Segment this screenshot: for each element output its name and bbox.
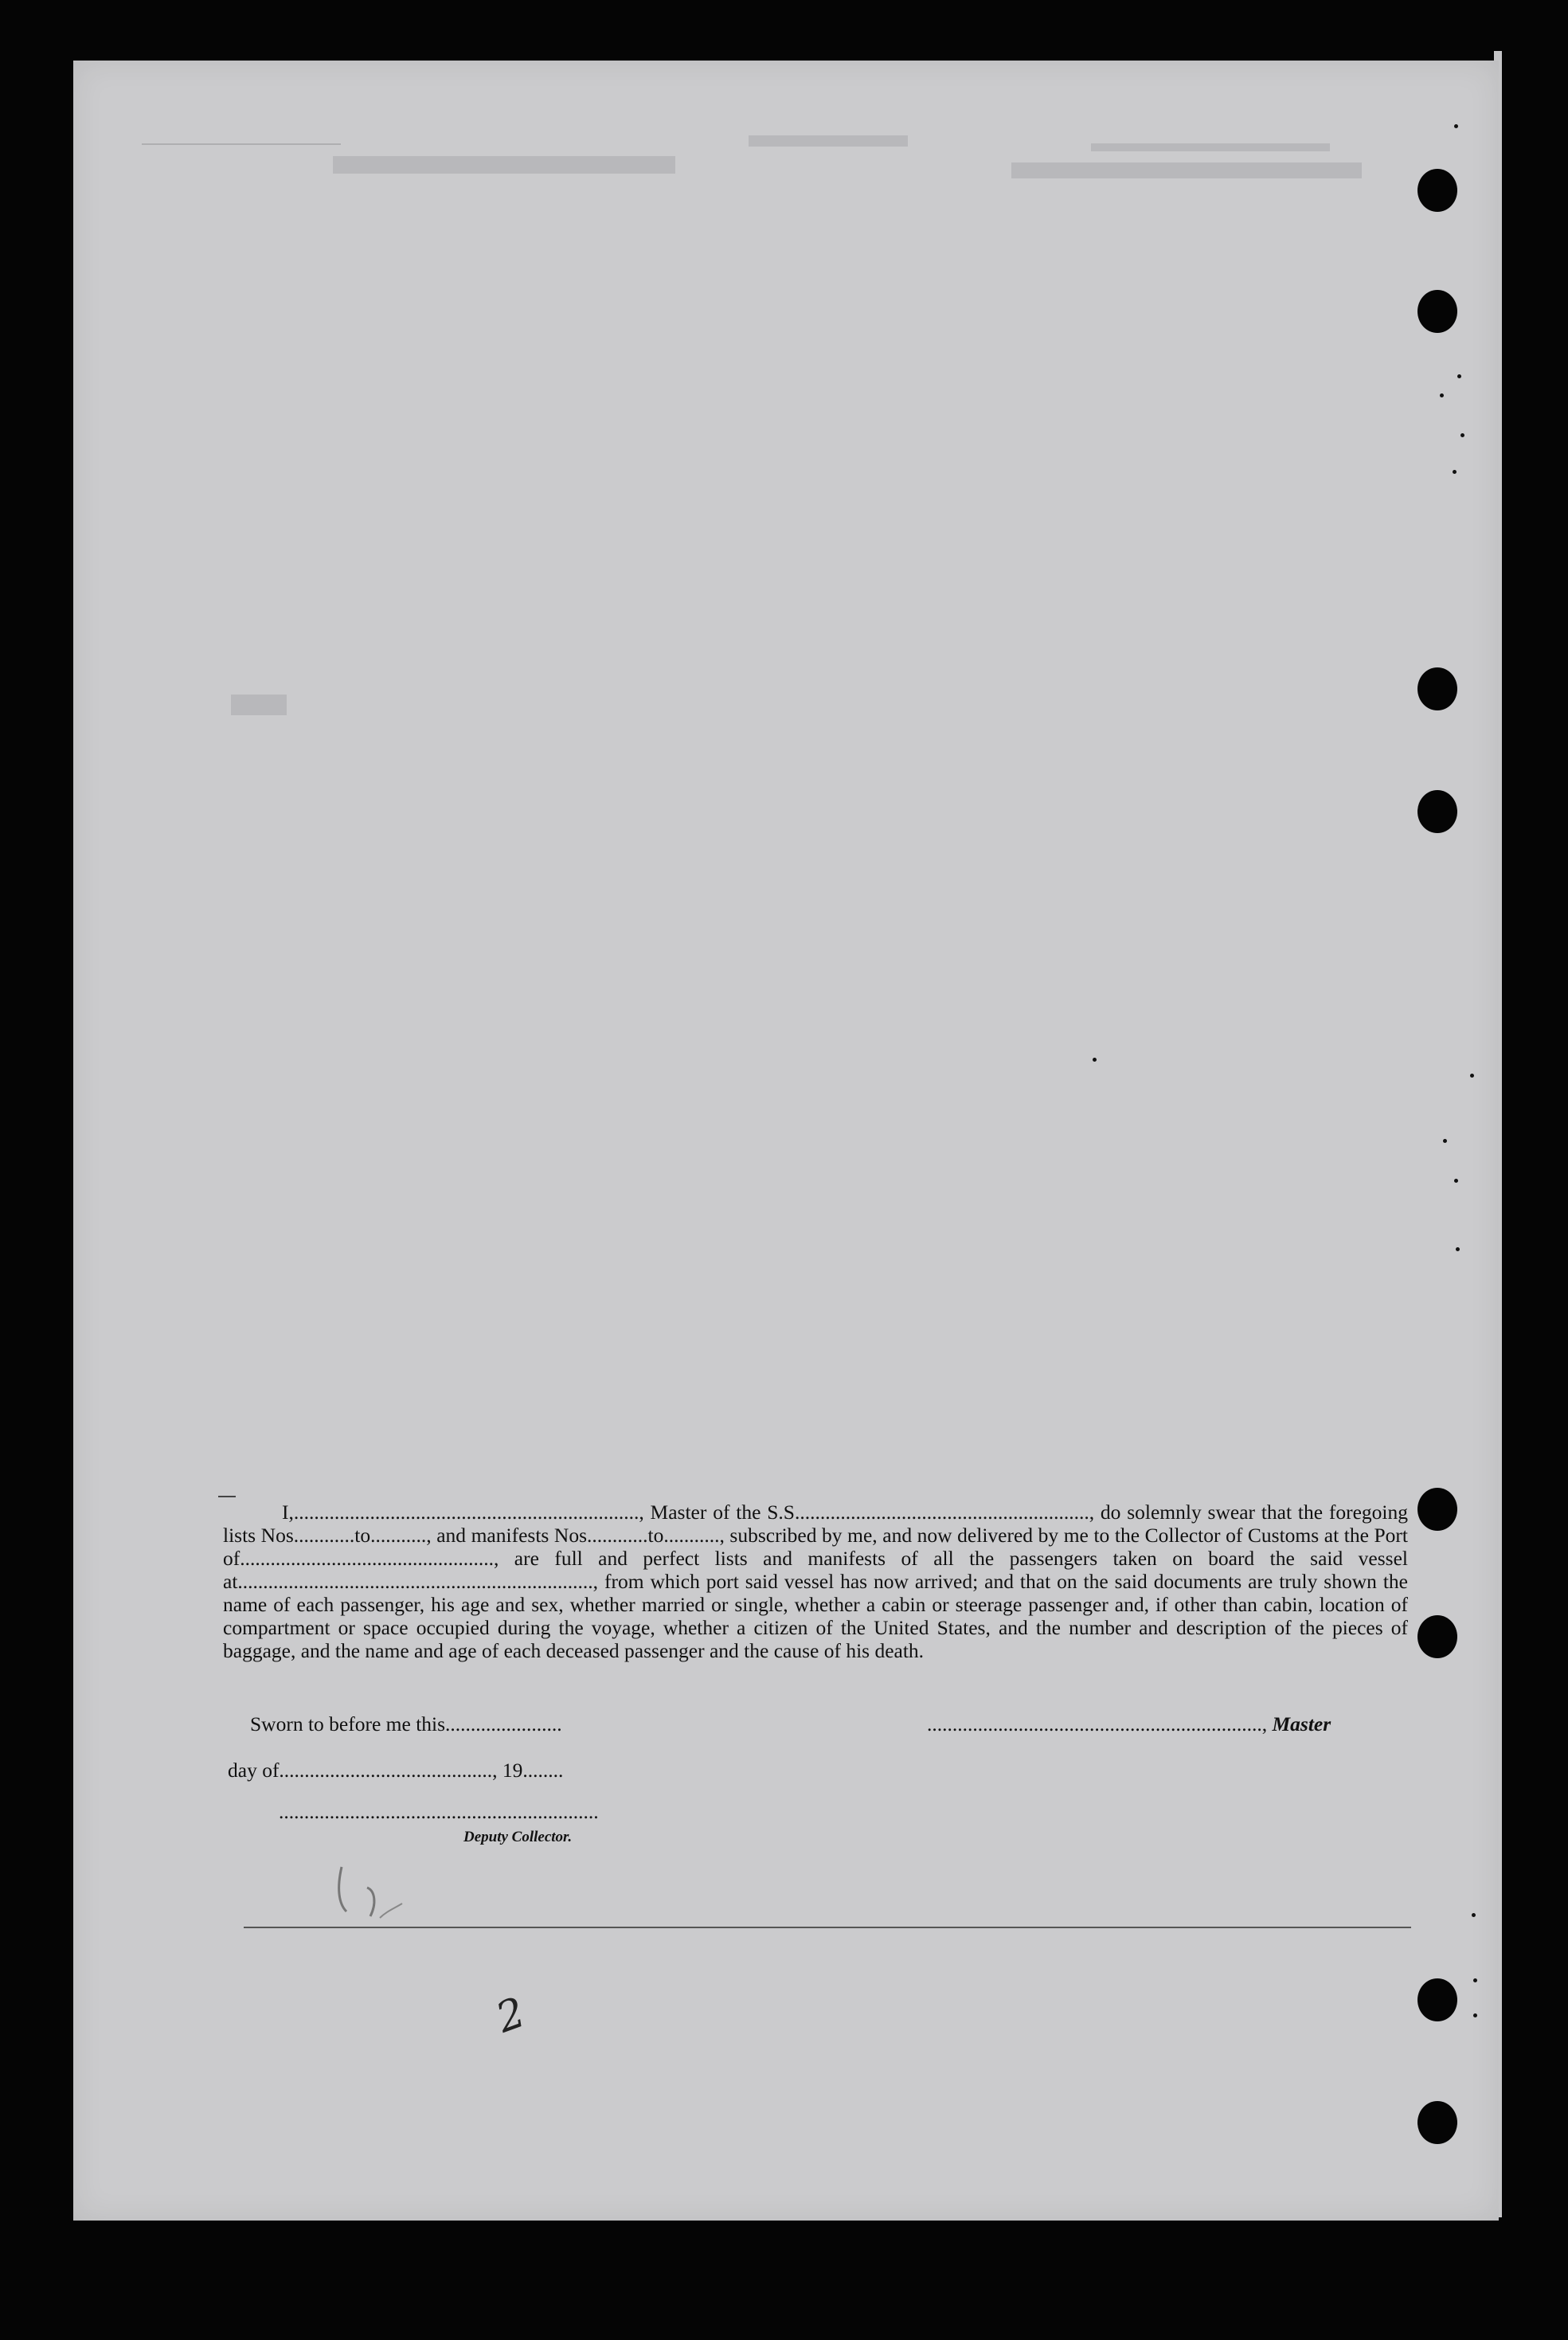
pencil-scribble: [330, 1856, 426, 1935]
punch-hole: [1417, 790, 1457, 833]
master-oath: [223, 1501, 1408, 1662]
speck: [1472, 1913, 1476, 1917]
speck: [1473, 2013, 1477, 2017]
sworn-line: Sworn to before me this.......................: [250, 1712, 562, 1735]
speck: [1453, 470, 1457, 474]
speck: [1443, 1139, 1447, 1143]
handwritten-numeral-text: 2: [490, 1988, 532, 2043]
day-of-line: day of.........................................., 19........: [228, 1759, 564, 1782]
punch-hole: [1417, 1488, 1457, 1531]
bleed-through-mark: [333, 156, 675, 174]
speck: [1440, 393, 1444, 397]
margin-dash: [218, 1496, 236, 1497]
punch-hole: [1417, 1615, 1457, 1658]
bleed-through-mark: [1011, 162, 1362, 178]
bleed-through-mark: [1091, 143, 1330, 151]
oath-line: or space occupied during the voyage, whether a citizen of the United States, and the number and description of the pieces: [338, 1616, 1383, 1639]
oath-line: delivered by me to the Collector of Customs at the Port of.................................................., are full and perfect lists and: [223, 1524, 1408, 1570]
punch-hole: [1417, 290, 1457, 333]
oath-line: port said vessel has now arrived; and that on the said documents are truly shown the name of each passenger, his age and: [223, 1570, 1409, 1616]
oath-line: sex, whether married or single, whether a cabin or steerage passenger and, if other than cabin, location of compartment: [223, 1593, 1408, 1639]
oath-line: of baggage, and the name and age of each deceased passenger and the cause of his death.: [223, 1616, 1409, 1662]
speck: [1473, 1978, 1477, 1982]
speck: [1460, 433, 1464, 437]
oath-line: manifests of all the passengers taken on board the said vessel at......................................................................, from which: [223, 1547, 1408, 1593]
deputy-signature-dots: ...............................................................: [279, 1800, 599, 1823]
speck: [1470, 1074, 1474, 1078]
oath-line: swear that the foregoing lists Nos............to..........., and manifests Nos............to..........., subscribed by me, and now: [223, 1501, 1408, 1547]
bleed-through-mark: [142, 143, 341, 145]
manifest-page: [73, 61, 1499, 2221]
punch-hole: [1417, 169, 1457, 212]
deputy-collector-label: Deputy Collector.: [463, 1829, 573, 1845]
speck: [1454, 1179, 1458, 1183]
speck: [1093, 1058, 1097, 1062]
footer-rule: [244, 1927, 1411, 1928]
master-signature-line: [927, 1712, 1331, 1736]
speck: [1454, 124, 1458, 128]
oath-line: I,...................................................................., Master of the S.S.........................................................., do solemnly: [282, 1501, 1202, 1524]
punch-hole: [1417, 1978, 1457, 2021]
oath-paragraph: [223, 1501, 1408, 1662]
handwritten-numeral: [490, 1988, 532, 2043]
punch-hole: [1417, 667, 1457, 710]
master-dots: ..................................................................,: [927, 1712, 1268, 1735]
bleed-through-mark: [749, 135, 908, 147]
speck: [1457, 374, 1461, 378]
punch-hole: [1417, 2101, 1457, 2144]
bleed-through-mark: [231, 695, 287, 715]
master-label: Master: [1272, 1712, 1331, 1735]
speck: [1456, 1247, 1460, 1251]
